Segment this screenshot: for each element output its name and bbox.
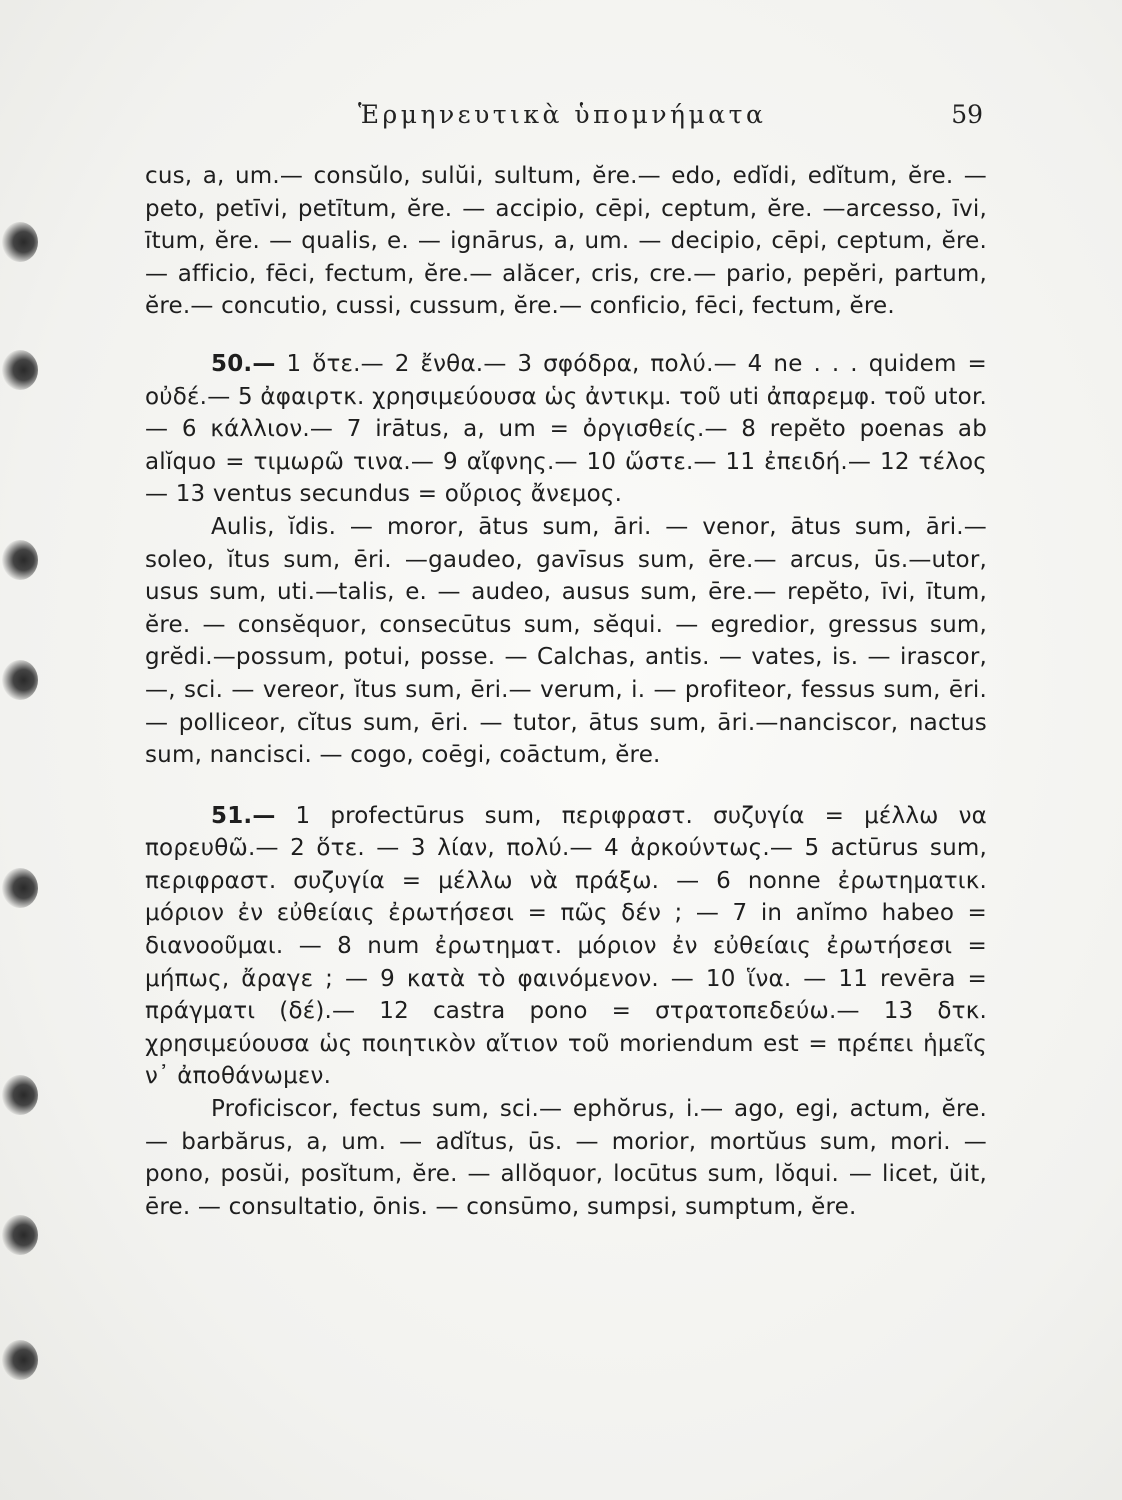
punch-hole [2, 660, 38, 700]
section-number: 51.— [211, 802, 276, 829]
punch-hole [2, 1075, 38, 1115]
section-number: 50.— [211, 350, 276, 377]
punch-hole [2, 540, 38, 580]
page-body [145, 160, 987, 1223]
punch-hole [2, 1340, 38, 1380]
punch-hole [2, 868, 38, 908]
section-51-vocabulary: Proficiscor, fectus sum, sci.— ephŏrus, i.— ago, egi, actum, ĕre. — barbărus, a, um. — adĭtus, ūs. — morior, mortŭus sum, mori. — pono, posŭi, posĭtum, ĕre. — allŏquor, locūtus sum, lŏqui. — licet, ŭit, ēre. — consultatio, ōnis. — consūmo, sumpsi, sumptum, ĕre. [145, 1096, 987, 1220]
binding-holes [0, 0, 60, 1500]
section-50 [145, 348, 987, 772]
section-50-glosses [145, 348, 987, 511]
punch-hole [2, 350, 38, 390]
section-50-vocabulary: Aulis, ĭdis. — moror, ātus sum, āri. — venor, ātus sum, āri.— soleo, ĭtus sum, ēri. —gaudeo, gavīsus sum, ēre.— arcus, ūs.—utor, usus sum, uti.—talis, e. — audeo, ausus sum, ēre.— repĕto, īvi, ītum, ĕre. — consĕquor, consecūtus sum, sĕqui. — egredior, gressus sum, grĕdi.—possum, potui, posse. — Calchas, antis. — vates, is. — irascor,—, sci. — vereor, ĭtus sum, ēri.— verum, i. — profiteor, fessus sum, ēri. — polliceor, cĭtus sum, ēri. — tutor, ātus sum, āri.—nanciscor, nactus sum, nancisci. — cogo, coēgi, coāctum, ĕre. [145, 513, 987, 769]
page-header [145, 100, 983, 140]
glosses-text: 1 ὅτε.— 2 ἔνθα.— 3 σφόδρα, πολύ.— 4 ne . . . quidem = οὐδέ.— 5 ἀφαιρτκ. χρησιμεύουσα ὡς ἀντικμ. τοῦ uti ἀπαρεμφ. τοῦ utor.— 6 κάλλιον.— 7 irātus, a, um = ὀργισθείς.— 8 repĕto poenas ab alĭquo = τιμωρῶ τινα.— 9 αἴφνης.— 10 ὥστε.— 11 ἐπειδή.— 12 τέλος — 13 ventus secundus = οὔριος ἄνεμος. [145, 350, 987, 508]
section-51 [145, 800, 987, 1224]
glosses-text: 1 profectūrus sum, περιφραστ. συζυγία = μέλλω να πορευθῶ.— 2 ὅτε. — 3 λίαν, πολύ.— 4 ἀρκούντως.— 5 actūrus sum, περιφραστ. συζυγία = μέλλω νὰ πράξω. — 6 nonne ἐρωτηματικ. μόριον ἐν εὐθείαις ἐρωτήσεσι = πῶς δέν ; — 7 in anĭmo habeo = διανοοῦμαι. — 8 num ἐρωτηματ. μόριον ἐν εὐθείαις ἐρωτήσεσι = μήπως, ἄραγε ; — 9 κατὰ τὸ φαινόμενον. — 10 ἵνα. — 11 revēra = πράγματι (δέ).— 12 castra pono = στρατοπεδεύω.— 13 δτκ. χρησιμεύουσα ὡς ποιητικὸν αἴτιον τοῦ moriendum est = πρέπει ἡμεῖς ν᾽ ἀποθάνωμεν. [145, 802, 988, 1090]
page-number: 59 [951, 100, 983, 129]
section-51-glosses [145, 800, 987, 1093]
punch-hole [2, 222, 38, 262]
running-title: Ἑρμηνευτικὰ ὑπομνήματα [358, 100, 767, 129]
punch-hole [2, 1215, 38, 1255]
intro-paragraph: cus, a, um.— consŭlo, sulŭi, sultum, ĕre.— edo, edĭdi, edĭtum, ĕre. — peto, petīvi, petītum, ĕre. — accipio, cēpi, ceptum, ĕre. —arcesso, īvi, ītum, ĕre. — qualis, e. — ignārus, a, um. — decipio, cēpi, ceptum, ĕre. — afficio, fēci, fectum, ĕre.— alăcer, cris, cre.— pario, pepĕri, partum, ĕre.— concutio, cussi, cussum, ĕre.— conficio, fēci, fectum, ĕre. [145, 163, 987, 320]
